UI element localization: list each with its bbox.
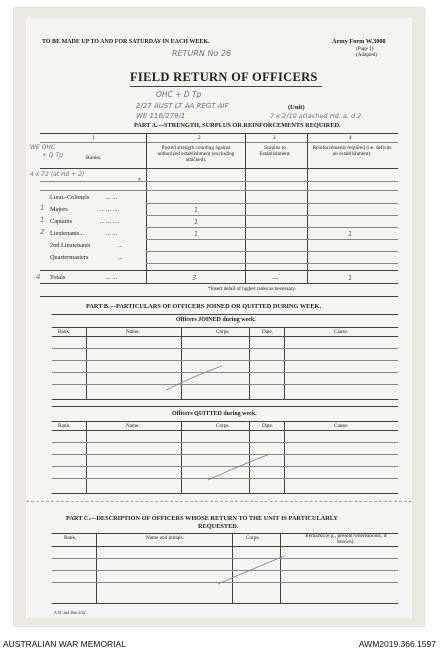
total-posted: 3 bbox=[192, 274, 197, 282]
mark-lieutenants: 2 bbox=[40, 228, 45, 236]
document-sheet bbox=[14, 8, 424, 626]
joined-col-corps: Corps. bbox=[216, 329, 230, 335]
quitted-col-date: Date. bbox=[262, 423, 274, 429]
mark-totals: 4 bbox=[36, 273, 41, 281]
joined-col-rank: Rank. bbox=[58, 329, 71, 335]
left-note-1: WE OHC bbox=[30, 144, 56, 151]
page-number: (Page 1) bbox=[356, 46, 374, 52]
part-a-heading: PART A.—STRENGTH, SURPLUS OR REINFORCEMENTS REQUIRED. bbox=[134, 122, 341, 129]
unit-handwritten-1: OHC + D Tp bbox=[156, 90, 202, 99]
rank-2nd-lieutenants: 2nd Lieutenants bbox=[50, 242, 91, 249]
archive-footer bbox=[0, 636, 440, 653]
joined-col-name: Name. bbox=[126, 329, 140, 335]
part-c-heading-1: PART C.—DESCRIPTION OF OFFICERS WHOSE RETURN TO THE UNIT IS PARTICULARLY bbox=[66, 515, 338, 522]
left-note-3: 4 x 72 (at Hd + 2) bbox=[30, 171, 85, 178]
row-dots: ... ... ... bbox=[100, 218, 118, 225]
posted-lieutenants: 1 bbox=[194, 230, 199, 238]
row-dots: ... bbox=[118, 242, 123, 249]
total-reinforcements: 1 bbox=[348, 274, 353, 282]
left-note-2: + D Tp bbox=[42, 152, 63, 159]
quitted-col-cause: Cause. bbox=[334, 423, 348, 429]
partc-col-rank: Rank. bbox=[64, 535, 77, 541]
unit-handwritten-4: 7 x 2/10 attached Hd. a. d 2 bbox=[270, 112, 362, 120]
reinforcements-lieutenants: 1 bbox=[348, 230, 353, 238]
partc-col-remarks: Remarks (e.g., present whereabouts, if known). bbox=[305, 533, 387, 545]
quitted-cancel-stroke bbox=[206, 452, 272, 482]
adapted-label: (Adapted) bbox=[356, 52, 378, 58]
form-title: FIELD RETURN OF OFFICERS bbox=[130, 70, 318, 84]
partc-cancel-stroke bbox=[216, 554, 286, 586]
printer-code: A.W. 2nd 50m 2/42 bbox=[54, 610, 86, 615]
unit-label: (Unit) bbox=[288, 104, 305, 111]
mark-majors: 1 bbox=[40, 204, 45, 212]
part-b-heading: PART B.—PARTICULARS OF OFFICERS JOINED OR QUITTED DURING WEEK. bbox=[86, 303, 322, 310]
posted-captains: 1 bbox=[194, 218, 199, 226]
quitted-col-corps: Corps. bbox=[216, 423, 230, 429]
rank-majors: Majors bbox=[50, 206, 68, 213]
form-number: Army Form W.3008 bbox=[332, 38, 386, 45]
row-dots: ... ... bbox=[106, 230, 118, 237]
surplus-header: Surplus to Establishment. bbox=[259, 145, 291, 157]
return-number-handwritten: RETURN No 26 bbox=[172, 49, 232, 58]
quitted-col-rank: Rank. bbox=[58, 423, 71, 429]
joined-col-cause: Cause. bbox=[334, 329, 348, 335]
col-number-2: 2 bbox=[198, 135, 201, 141]
joined-col-date: Date. bbox=[262, 329, 274, 335]
star-marker: * bbox=[138, 178, 141, 184]
reinforcements-header: Reinforcements required (i.e. deficits on establishment). bbox=[312, 145, 392, 157]
part-a-footnote: *Insert detail of higher ranks as necessary. bbox=[208, 286, 296, 292]
quitted-col-name: Name. bbox=[126, 423, 140, 429]
rank-lieutenants: Lieutenants... bbox=[50, 230, 85, 237]
col-number-4: 4 bbox=[349, 135, 352, 141]
totals-dots: ... ... bbox=[106, 274, 118, 281]
unit-handwritten-3: WE 116/279/1 bbox=[136, 112, 186, 120]
partc-col-corps: Corps. bbox=[246, 535, 260, 541]
joined-title: Officers JOINED during week. bbox=[176, 317, 256, 323]
col-number-3: 3 bbox=[273, 135, 276, 141]
unit-handwritten-2: 2/27 AUST LT AA REGT AIF bbox=[136, 102, 229, 110]
rank-quartermasters: Quartermasters bbox=[50, 254, 89, 261]
part-c-heading-2: REQUESTED. bbox=[198, 523, 239, 530]
mark-captains: 1 bbox=[40, 216, 45, 224]
col-number-1: 1 bbox=[92, 135, 95, 141]
rank-captains: Captains bbox=[50, 218, 73, 225]
row-dots: ... ... ... bbox=[100, 206, 118, 213]
total-surplus: — bbox=[272, 274, 279, 282]
posted-majors: 1 bbox=[194, 206, 199, 214]
quitted-title: Officers QUITTED during week. bbox=[172, 411, 257, 417]
instruction-text: TO BE MADE UP TO AND FOR SATURDAY IN EACH WEEK. bbox=[42, 39, 210, 45]
rank-lieut-colonels: Lieut.-Colonels bbox=[50, 194, 90, 201]
partc-col-name: Name and initials. bbox=[146, 535, 184, 541]
ranks-header: Ranks. bbox=[86, 155, 102, 161]
row-dots: ... bbox=[118, 254, 123, 261]
archive-name: AUSTRALIAN WAR MEMORIAL bbox=[3, 639, 126, 649]
joined-cancel-stroke bbox=[164, 364, 224, 392]
posted-strength-header: Posted strength counting against authorized establishment (excluding attached). bbox=[157, 145, 235, 163]
totals-label: Totals bbox=[50, 274, 66, 281]
form-page bbox=[26, 18, 412, 618]
accession-number: AWM2019.366.1597 bbox=[358, 639, 436, 649]
row-dots: ... ... bbox=[106, 194, 118, 201]
